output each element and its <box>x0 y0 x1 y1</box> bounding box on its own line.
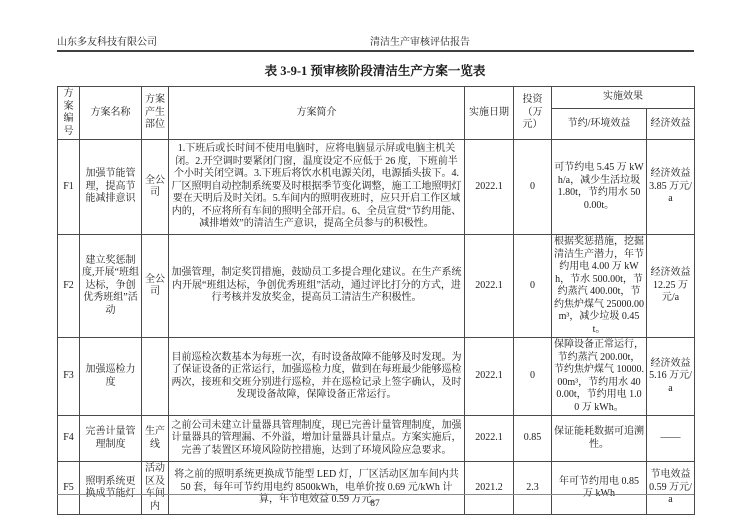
scheme-location-cell: 活动区及车间内 <box>142 462 169 515</box>
scheme-location-cell: 全公司 <box>142 235 169 338</box>
report-title: 清洁生产审核评估报告 <box>370 37 470 48</box>
investment-cell: 0 <box>514 235 552 338</box>
footer-divider <box>57 494 694 495</box>
scheme-name-cell: 完善计量管理制度 <box>80 416 142 462</box>
table-header-row-1 <box>58 87 695 109</box>
scheme-brief-cell: 之前公司未建立计量器具管理制度，现已完善计量管理制度，加强计量器具的管理漏、不外溢，增加计量器具计量点。方案实施后，完善了装置区环境风险防控措施，达到了环境风险应急要求。 <box>169 416 465 462</box>
scheme-location-cell: 全公司 <box>142 140 169 235</box>
scheme-brief-cell: 1.下班后或长时间不使用电脑时，应将电脑显示屏或电脑主机关闭。2.开空调时要紧闭门窗，温度设定不应低于 26 度，下班前半个小时关闭空调。3.下班后将饮水机电源关闭，电源插头拔下。4.厂区照明自动控制系统要及时根据季节变化调整，施工工地照明灯要在天明后及时关闭。5.车间内的照明夜班时，应只开启工作区域内的，不应将所有车间的照明全部开启。6、全员宣贯“节约用能、减排增效”的清洁生产意识，提高全员参与的积极性。 <box>169 140 465 235</box>
header-scheme-id: 方案编号 <box>58 87 80 140</box>
env-benefit-cell: 保证能耗数据可追溯性。 <box>552 416 647 462</box>
table-row-f4 <box>58 416 695 462</box>
scheme-brief-cell: 将之前的照明系统更换成节能型 LED 灯，厂区活动区加车间内共 50 套，每年可节约用电约 8500kWh，电单价按 0.69 元/kWh 计算，年节电效益 0.59 万元. <box>169 462 465 515</box>
header-scheme-brief: 方案简介 <box>169 87 465 140</box>
table-row-f2 <box>58 235 695 338</box>
scheme-id-cell: F1 <box>58 140 80 235</box>
econ-benefit-cell: 经济效益 5.16 万元/a <box>647 338 695 416</box>
header-implement-date: 实施日期 <box>465 87 514 140</box>
document-header <box>57 33 694 47</box>
scheme-id-cell: F3 <box>58 338 80 416</box>
scheme-location-cell <box>142 338 169 416</box>
header-investment: 投资（万元） <box>514 87 552 140</box>
env-benefit-cell: 年可节约用电 0.85 万 kWh <box>552 462 647 515</box>
econ-benefit-cell: 经济效益 12.25 万元/a <box>647 235 695 338</box>
scheme-id-cell: F2 <box>58 235 80 338</box>
scheme-name-cell: 加强节能管理，提高节能减排意识 <box>80 140 142 235</box>
cleaner-production-schemes-table <box>57 86 695 515</box>
scheme-name-cell: 建立奖惩制度,开展“班组达标，争创优秀班组”活动 <box>80 235 142 338</box>
header-divider <box>57 50 694 52</box>
header-scheme-name: 方案名称 <box>80 87 142 140</box>
scheme-name-cell: 照明系统更换成节能灯 <box>80 462 142 515</box>
env-benefit-cell: 保障设备正常运行，节约蒸汽 200.00t，节约焦炉煤气 10000.00m³，节约用水 400.00t，节约用电 1.00 万 kWh。 <box>552 338 647 416</box>
env-benefit-cell: 根据奖惩措施，挖掘清洁生产潜力，年节约用电 4.00 万 kWh，节水 500.00t，节约蒸汽 400.00t，节约焦炉煤气 25000.00m³，减少垃圾 0.45t。 <box>552 235 647 338</box>
investment-cell: 2.3 <box>514 462 552 515</box>
table-row-f1 <box>58 140 695 235</box>
investment-cell: 0 <box>514 140 552 235</box>
implement-date-cell: 2022.1 <box>465 416 514 462</box>
header-scheme-location: 方案产生部位 <box>142 87 169 140</box>
implement-date-cell: 2022.1 <box>465 235 514 338</box>
econ-benefit-cell: 节电效益 0.59 万元/a <box>647 462 695 515</box>
table-title: 表 3-9-1 预审核阶段清洁生产方案一览表 <box>264 64 486 78</box>
header-econ-benefit: 经济效益 <box>647 109 695 140</box>
scheme-brief-cell: 目前巡检次数基本为每班一次，有时设备故障不能够及时发现。为了保证设备的正常运行，加强巡检力度，做到在每班最少能够巡检两次，接班和交班分别进行巡检，并在巡检记录上签字确认，及时发现设备故障，保障设备正常运行。 <box>169 338 465 416</box>
scheme-name-cell: 加强巡检力度 <box>80 338 142 416</box>
env-benefit-cell: 可节约电 5.45 万 kWh/a，减少生活垃圾 1.80t，节约用水 500.00t。 <box>552 140 647 235</box>
scheme-id-cell: F4 <box>58 416 80 462</box>
table-row-f3 <box>58 338 695 416</box>
company-name: 山东多友科技有限公司 <box>57 37 157 48</box>
scheme-location-cell: 生产线 <box>142 416 169 462</box>
implement-date-cell: 2022.1 <box>465 140 514 235</box>
implement-date-cell: 2022.1 <box>465 338 514 416</box>
scheme-brief-cell: 加强管理，制定奖罚措施，鼓励员工多提合理化建议。在生产系统内开展“班组达标，争创优秀班组”活动，通过评比打分的方式，进行考核并发放奖金，提高员工清洁生产积极性。 <box>169 235 465 338</box>
investment-cell: 0 <box>514 338 552 416</box>
header-env-benefit: 节约/环境效益 <box>552 109 647 140</box>
implement-date-cell: 2021.2 <box>465 462 514 515</box>
page-number: 87 <box>370 499 380 509</box>
header-implement-effect: 实施效果 <box>552 87 695 109</box>
investment-cell: 0.85 <box>514 416 552 462</box>
scheme-id-cell: F5 <box>58 462 80 515</box>
econ-benefit-cell: 经济效益 3.85 万元/a <box>647 140 695 235</box>
econ-benefit-cell: —— <box>647 416 695 462</box>
